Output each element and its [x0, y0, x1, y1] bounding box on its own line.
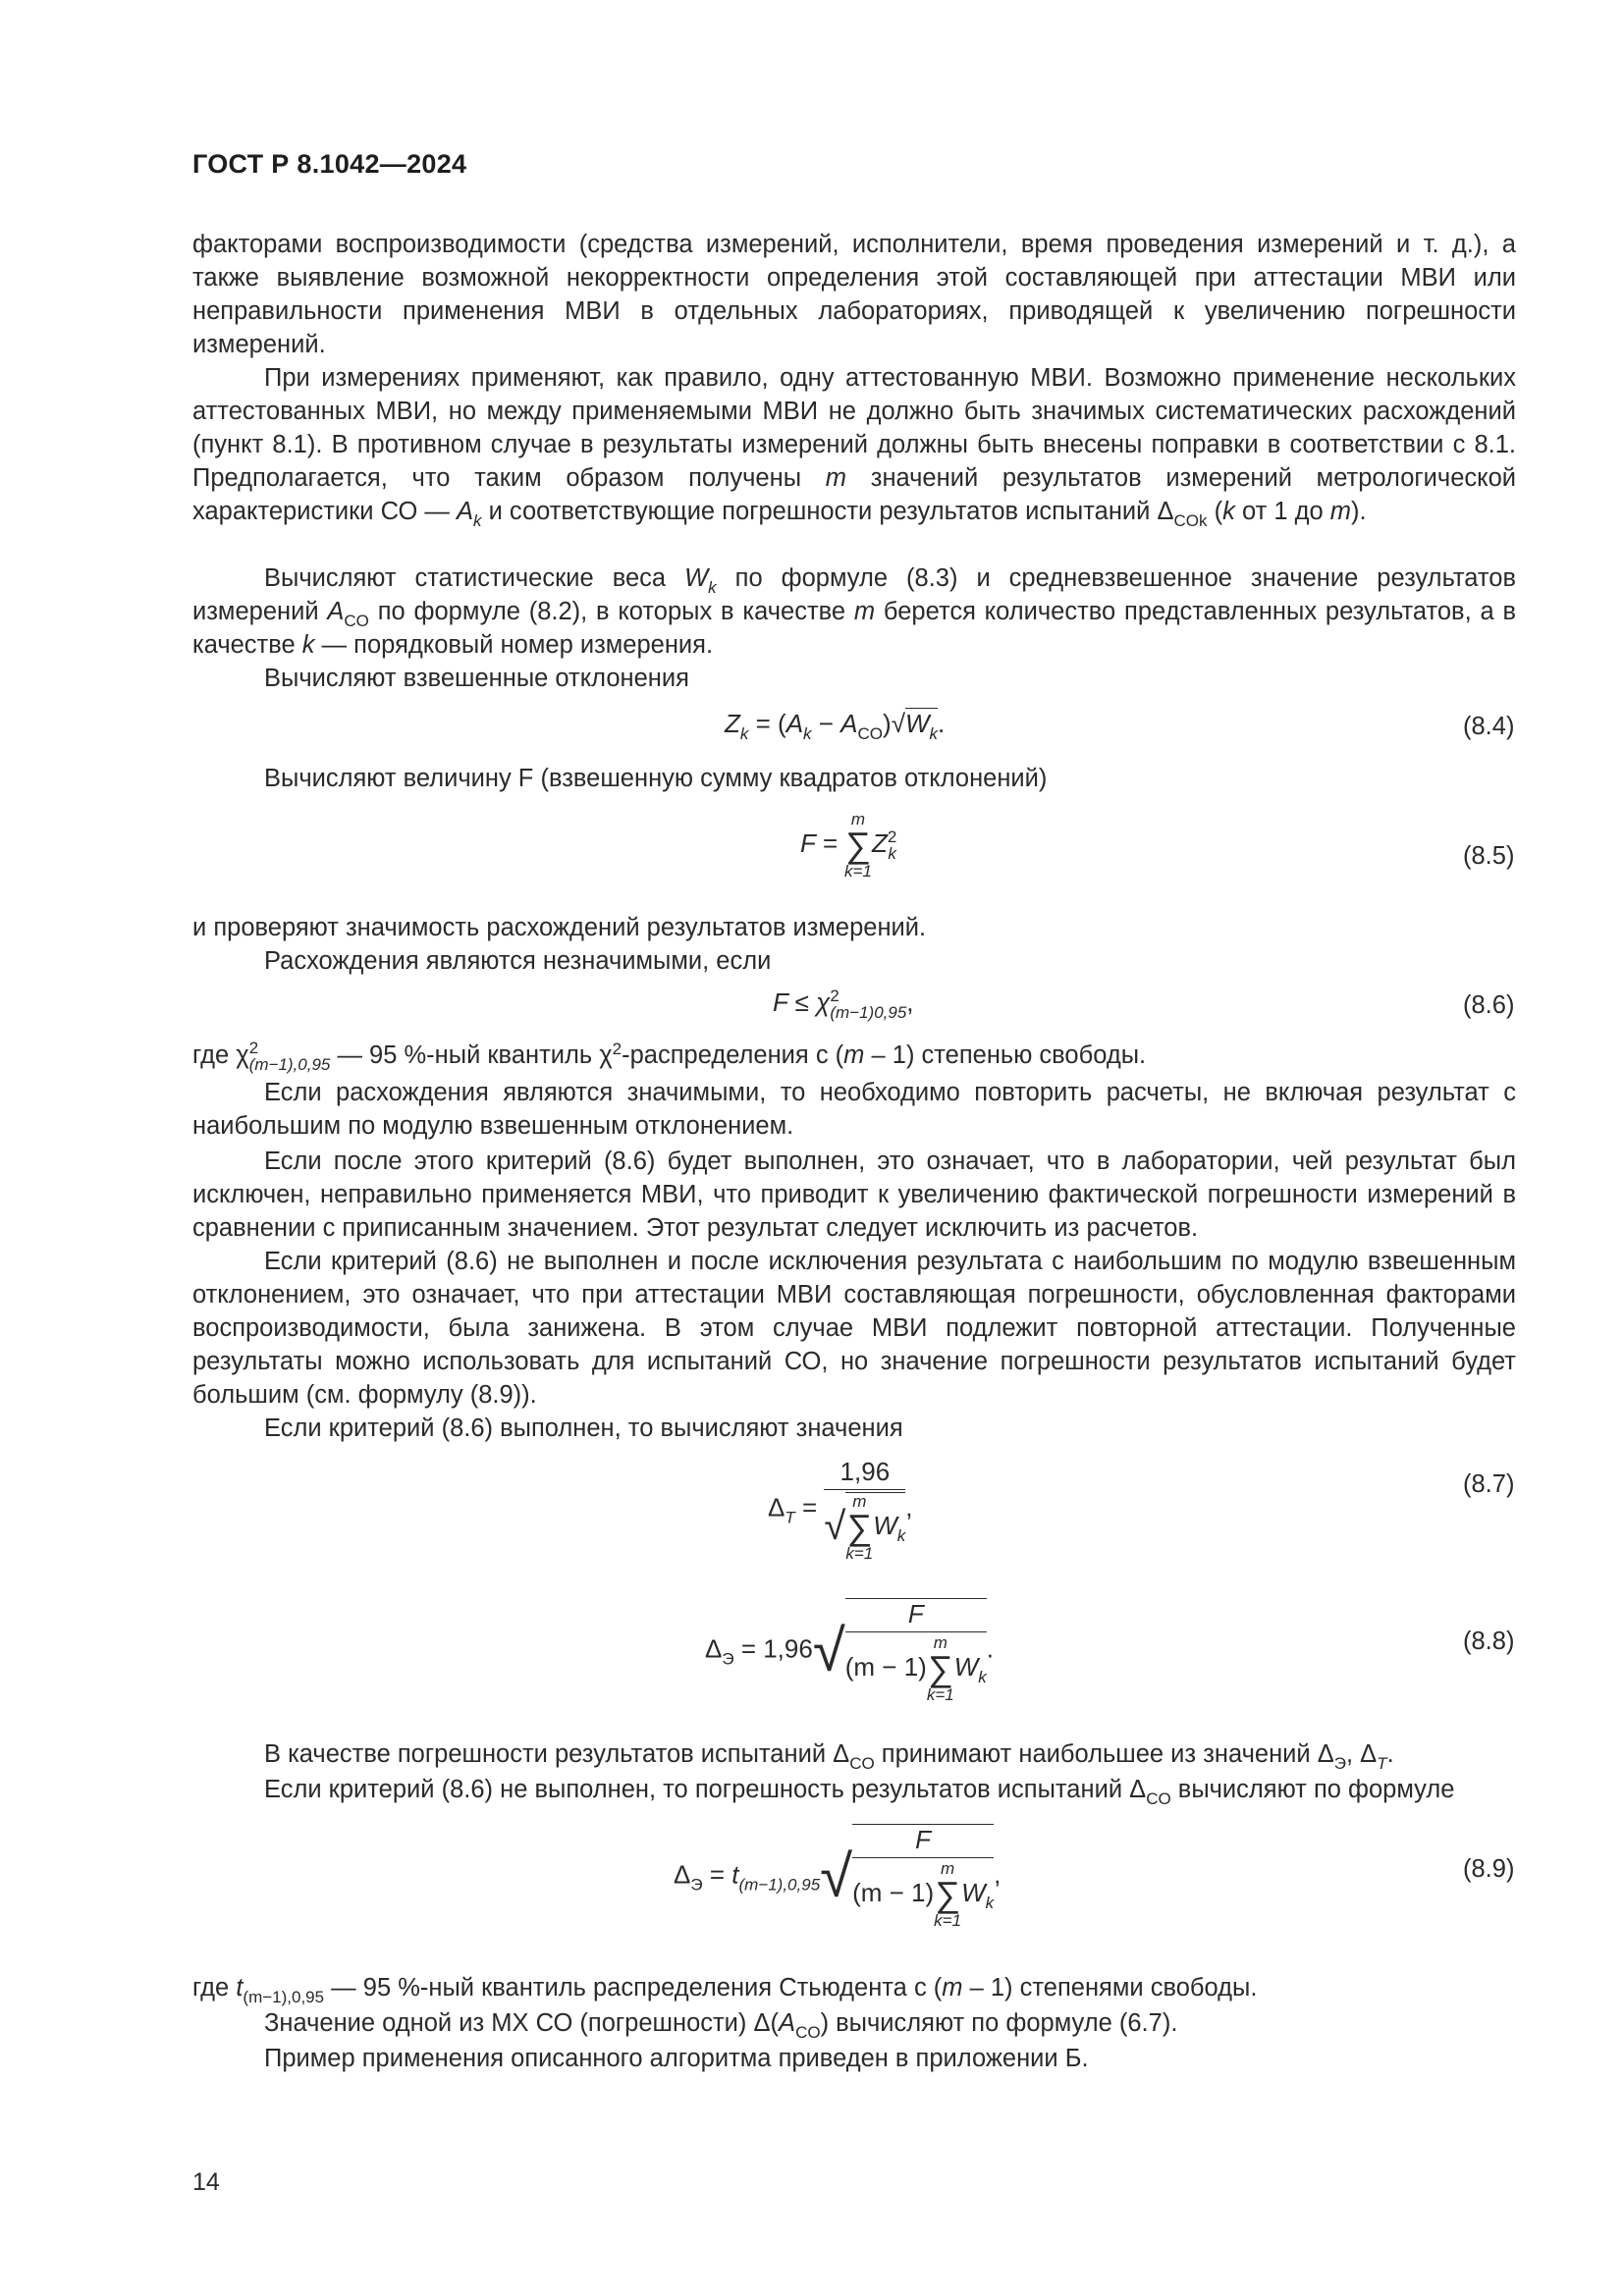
page-number: 14	[192, 2168, 220, 2196]
document-header: ГОСТ Р 8.1042—2024	[192, 149, 467, 179]
line-where-chi: где χ 2 (m−1),0,95 — 95 %-ный квантиль $\chi^2$-распределения с (m – 1) степенью свободы.	[192, 1039, 1147, 1075]
formula-8-9: $\Delta_Э = t_{(m-1),0,95}√$ F (m − 1) m ∑ k=1 $W_k$ ,	[674, 1825, 1001, 1930]
equation-number-8-9: (8.9)	[1463, 1855, 1515, 1883]
equation-number-8-7: (8.7)	[1463, 1470, 1515, 1498]
formula-8-4: $Z_k = (A_k - A_{CO})√W_k$.	[725, 709, 946, 743]
paragraph-4: Если расхождения являются значимыми, то необходимо повторить расчеты, не включая результат с наибольшим по модулю взвешенным отклонением.	[192, 1079, 1516, 1140]
paragraph-3: Вычисляют статистические веса $W_k$ по формуле (8.3) и средневзвешенное значение результатов измерений $A_{CO}$ по формуле (8.2), в которых в качестве m берется количество представленных результатов, а в качестве k — порядковый номер измерения.	[192, 564, 1516, 659]
sum-icon: m ∑ k=1	[926, 1633, 954, 1704]
equation-number-8-6: (8.6)	[1463, 991, 1515, 1019]
equation-number-8-8: (8.8)	[1463, 1628, 1515, 1655]
equation-number-8-5: (8.5)	[1463, 842, 1515, 870]
sum-icon: m ∑ k=1	[934, 1859, 962, 1930]
sum-icon: m ∑ k=1	[844, 810, 872, 881]
sqrt-icon: √	[891, 709, 905, 738]
paragraph-2: При измерениях применяют, как правило, одну аттестованную МВИ. Возможно применение нескольких аттестованных МВИ, но между применяемыми МВИ не должно быть значимых систематических расхождений (пункт 8.1). В противном случае в результаты измерений должны быть внесены поправки в соответствии с 8.1. Предполагается, что таким образом получены m значений результатов измерений метрологической характеристики СО — $A_k$ и соответствующие погрешности результатов испытаний $\Delta_{COk}$ (k от 1 до m).	[192, 364, 1517, 530]
line-where-student: где $t_{(m-1),0,95}$ — 95 %-ный квантиль распределения Стьюдента с (m – 1) степенями свободы.	[192, 1974, 1258, 2006]
line-deviations: Вычисляют взвешенные отклонения	[264, 665, 689, 692]
line-nonsignificant: Расхождения являются незначимыми, если	[264, 947, 772, 975]
line-example: Пример применения описанного алгоритма приведен в приложении Б.	[264, 2045, 1089, 2072]
line-compute-F: Вычисляют величину F (взвешенную сумму квадратов отклонений)	[264, 765, 1048, 792]
sqrt-icon: √	[812, 1618, 845, 1683]
line-compute-values: Если критерий (8.6) выполнен, то вычисляют значения	[264, 1415, 903, 1442]
formula-8-7: $\Delta_T$ = 1,96 √ m ∑ k=1 $W_k$ ,	[768, 1457, 913, 1563]
paragraph-6: Если критерий (8.6) не выполнен и после исключения результата с наибольшим по модулю взвешенным отклонением, это означает, что при аттестации МВИ составляющая погрешности, обусловленная факторами воспроизводимости, была занижена. В этом случае МВИ подлежит повторной аттестации. Полученные результаты можно использовать для испытаний СО, но значение погрешности результатов испытаний будет большим (см. формулу (8.9)).	[192, 1248, 1516, 1409]
sqrt-icon: √	[824, 1505, 846, 1548]
formula-8-6: F ≤ χ 2 (m−1)0,95 ,	[773, 987, 914, 1023]
line-take-max: В качестве погрешности результатов испытаний $\Delta_{CO}$ принимают наибольшее из значений $\Delta_Э$, $\Delta_T$.	[264, 1740, 1394, 1773]
line-check: и проверяют значимость расхождений результатов измерений.	[192, 914, 927, 941]
sqrt-icon: √	[820, 1843, 853, 1909]
paragraph-5: Если после этого критерий (8.6) будет выполнен, это означает, что в лаборатории, чей результат был исключен, неправильно применяется МВИ, что приводит к увеличению фактической погрешности измерений в сравнении с приписанным значением. Этот результат следует исключить из расчетов.	[192, 1148, 1516, 1242]
line-mx-value: Значение одной из МХ СО (погрешности) $\Delta(A_{CO})$ вычисляют по формуле (6.7).	[264, 2009, 1178, 2042]
line-if-not-met: Если критерий (8.6) не выполнен, то погрешность результатов испытаний $\Delta_{CO}$ вычисляют по формуле	[264, 1776, 1455, 1808]
equation-number-8-4: (8.4)	[1463, 713, 1515, 740]
paragraph-1: факторами воспроизводимости (средства измерений, исполнители, время проведения измерений и т. д.), а также выявление возможной некорректности определения этой составляющей при аттестации МВИ или неправильности применения МВИ в отдельных лабораториях, приводящей к увеличению погрешности измерений.	[192, 231, 1516, 358]
formula-8-5: F = m ∑ k=1 Z 2 k	[800, 810, 897, 881]
sum-icon: m ∑ k=1	[845, 1492, 874, 1563]
formula-8-8: $\Delta_Э = 1,96√$ F (m − 1) m ∑ k=1 $W_k$ .	[705, 1599, 995, 1704]
